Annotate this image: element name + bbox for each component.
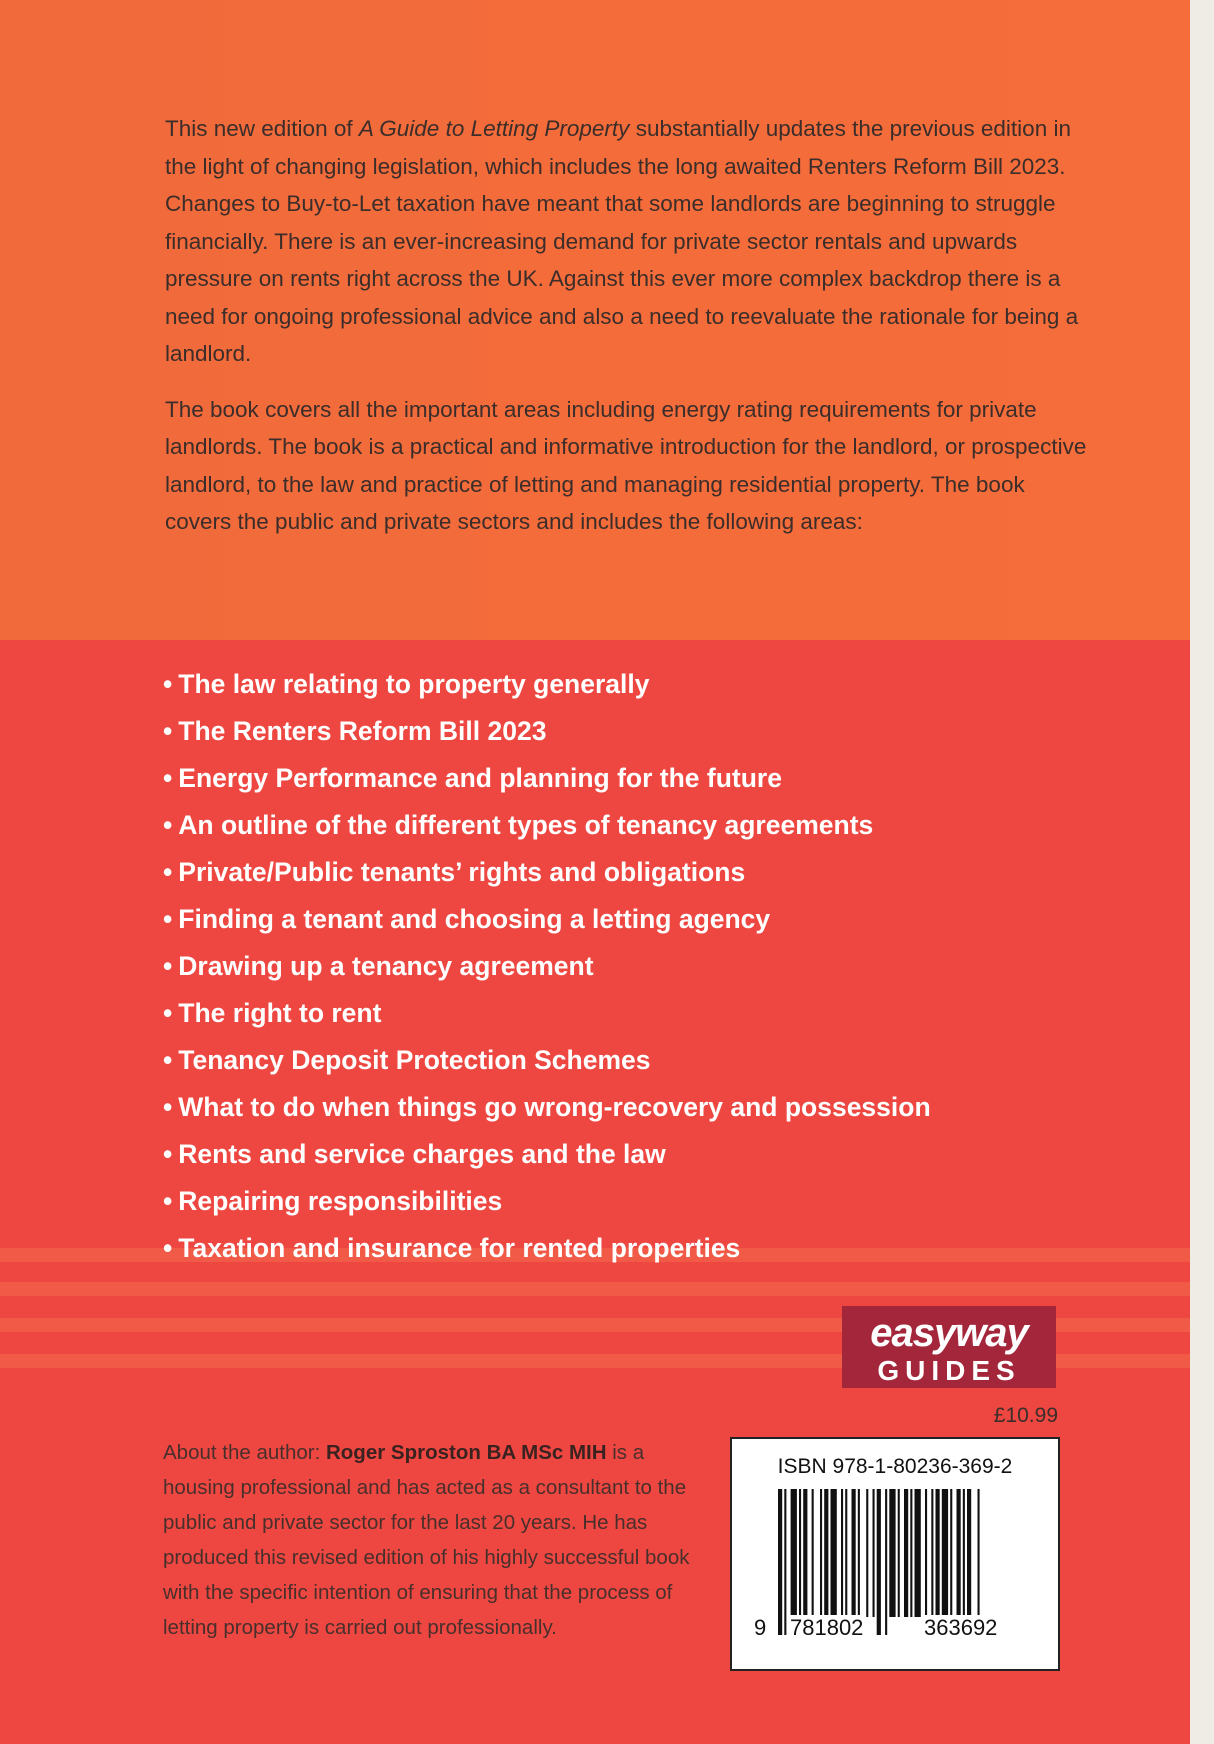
book-title-italic: A Guide to Letting Property (358, 116, 630, 141)
isbn-number: ISBN 978-1-80236-369-2 (777, 1455, 1013, 1478)
easyway-guides-logo: easyway GUIDES (842, 1306, 1056, 1388)
topics-list (163, 661, 931, 1272)
list-item: • Repairing responsibilities (163, 1186, 503, 1216)
price-label: £10.99 (993, 1404, 1058, 1427)
author-name: Roger Sproston BA MSc MIH (325, 1441, 607, 1464)
list-item: • What to do when things go wrong-recovery and possession (163, 1092, 931, 1122)
blurb (165, 110, 1095, 559)
isbn-barcode-box (730, 1437, 1060, 1671)
list-item: • The Renters Reform Bill 2023 (163, 716, 547, 746)
list-item: • Rents and service charges and the law (163, 1139, 666, 1169)
list-item: • The law relating to property generally (163, 669, 650, 699)
list-item: • Drawing up a tenancy agreement (163, 951, 594, 981)
barcode-digits: 9 781802 363692 (754, 1615, 998, 1640)
list-item: • Finding a tenant and choosing a letting agency (163, 904, 771, 934)
list-item: • An outline of the different types of tenancy agreements (163, 810, 874, 840)
about-author: About the author: Roger Sproston BA MSc MIH is a housing professional and has acted as a consultant to the public and private sector for the last 20 years. He has produced this revised edition of his highly successful book with the specific intention of ensuring that the process of letting property is carried out professionally. (163, 1441, 690, 1639)
list-item: • Energy Performance and planning for the future (163, 763, 782, 793)
decorative-stripe (0, 1282, 1190, 1296)
list-item: • Tenancy Deposit Protection Schemes (163, 1045, 651, 1075)
barcode-icon (778, 1489, 1048, 1635)
blurb-paragraph-1: This new edition of A Guide to Letting Property substantially updates the previous edition in the light of changing legislation, which includes the long awaited Renters Reform Bill 2023. Changes to Buy-to-Let taxation have meant that some landlords are beginning to struggle financially. There is an ever-increasing demand for private sector rentals and upwards pressure on rents right across the UK. Against this ever more complex backdrop there is a need for ongoing professional advice and also a need to reevaluate the rationale for being a landlord. (165, 116, 1079, 366)
list-item: • The right to rent (163, 998, 382, 1028)
list-item: • Private/Public tenants’ rights and obligations (163, 857, 746, 887)
blurb-paragraph-2: The book covers all the important areas including energy rating requirements for private landlords. The book is a practical and informative introduction for the landlord, or prospective landlord, to the law and practice of letting and managing residential property. The book covers the public and private sectors and includes the following areas: (165, 396, 1087, 534)
list-item: • Taxation and insurance for rented properties (163, 1233, 741, 1263)
